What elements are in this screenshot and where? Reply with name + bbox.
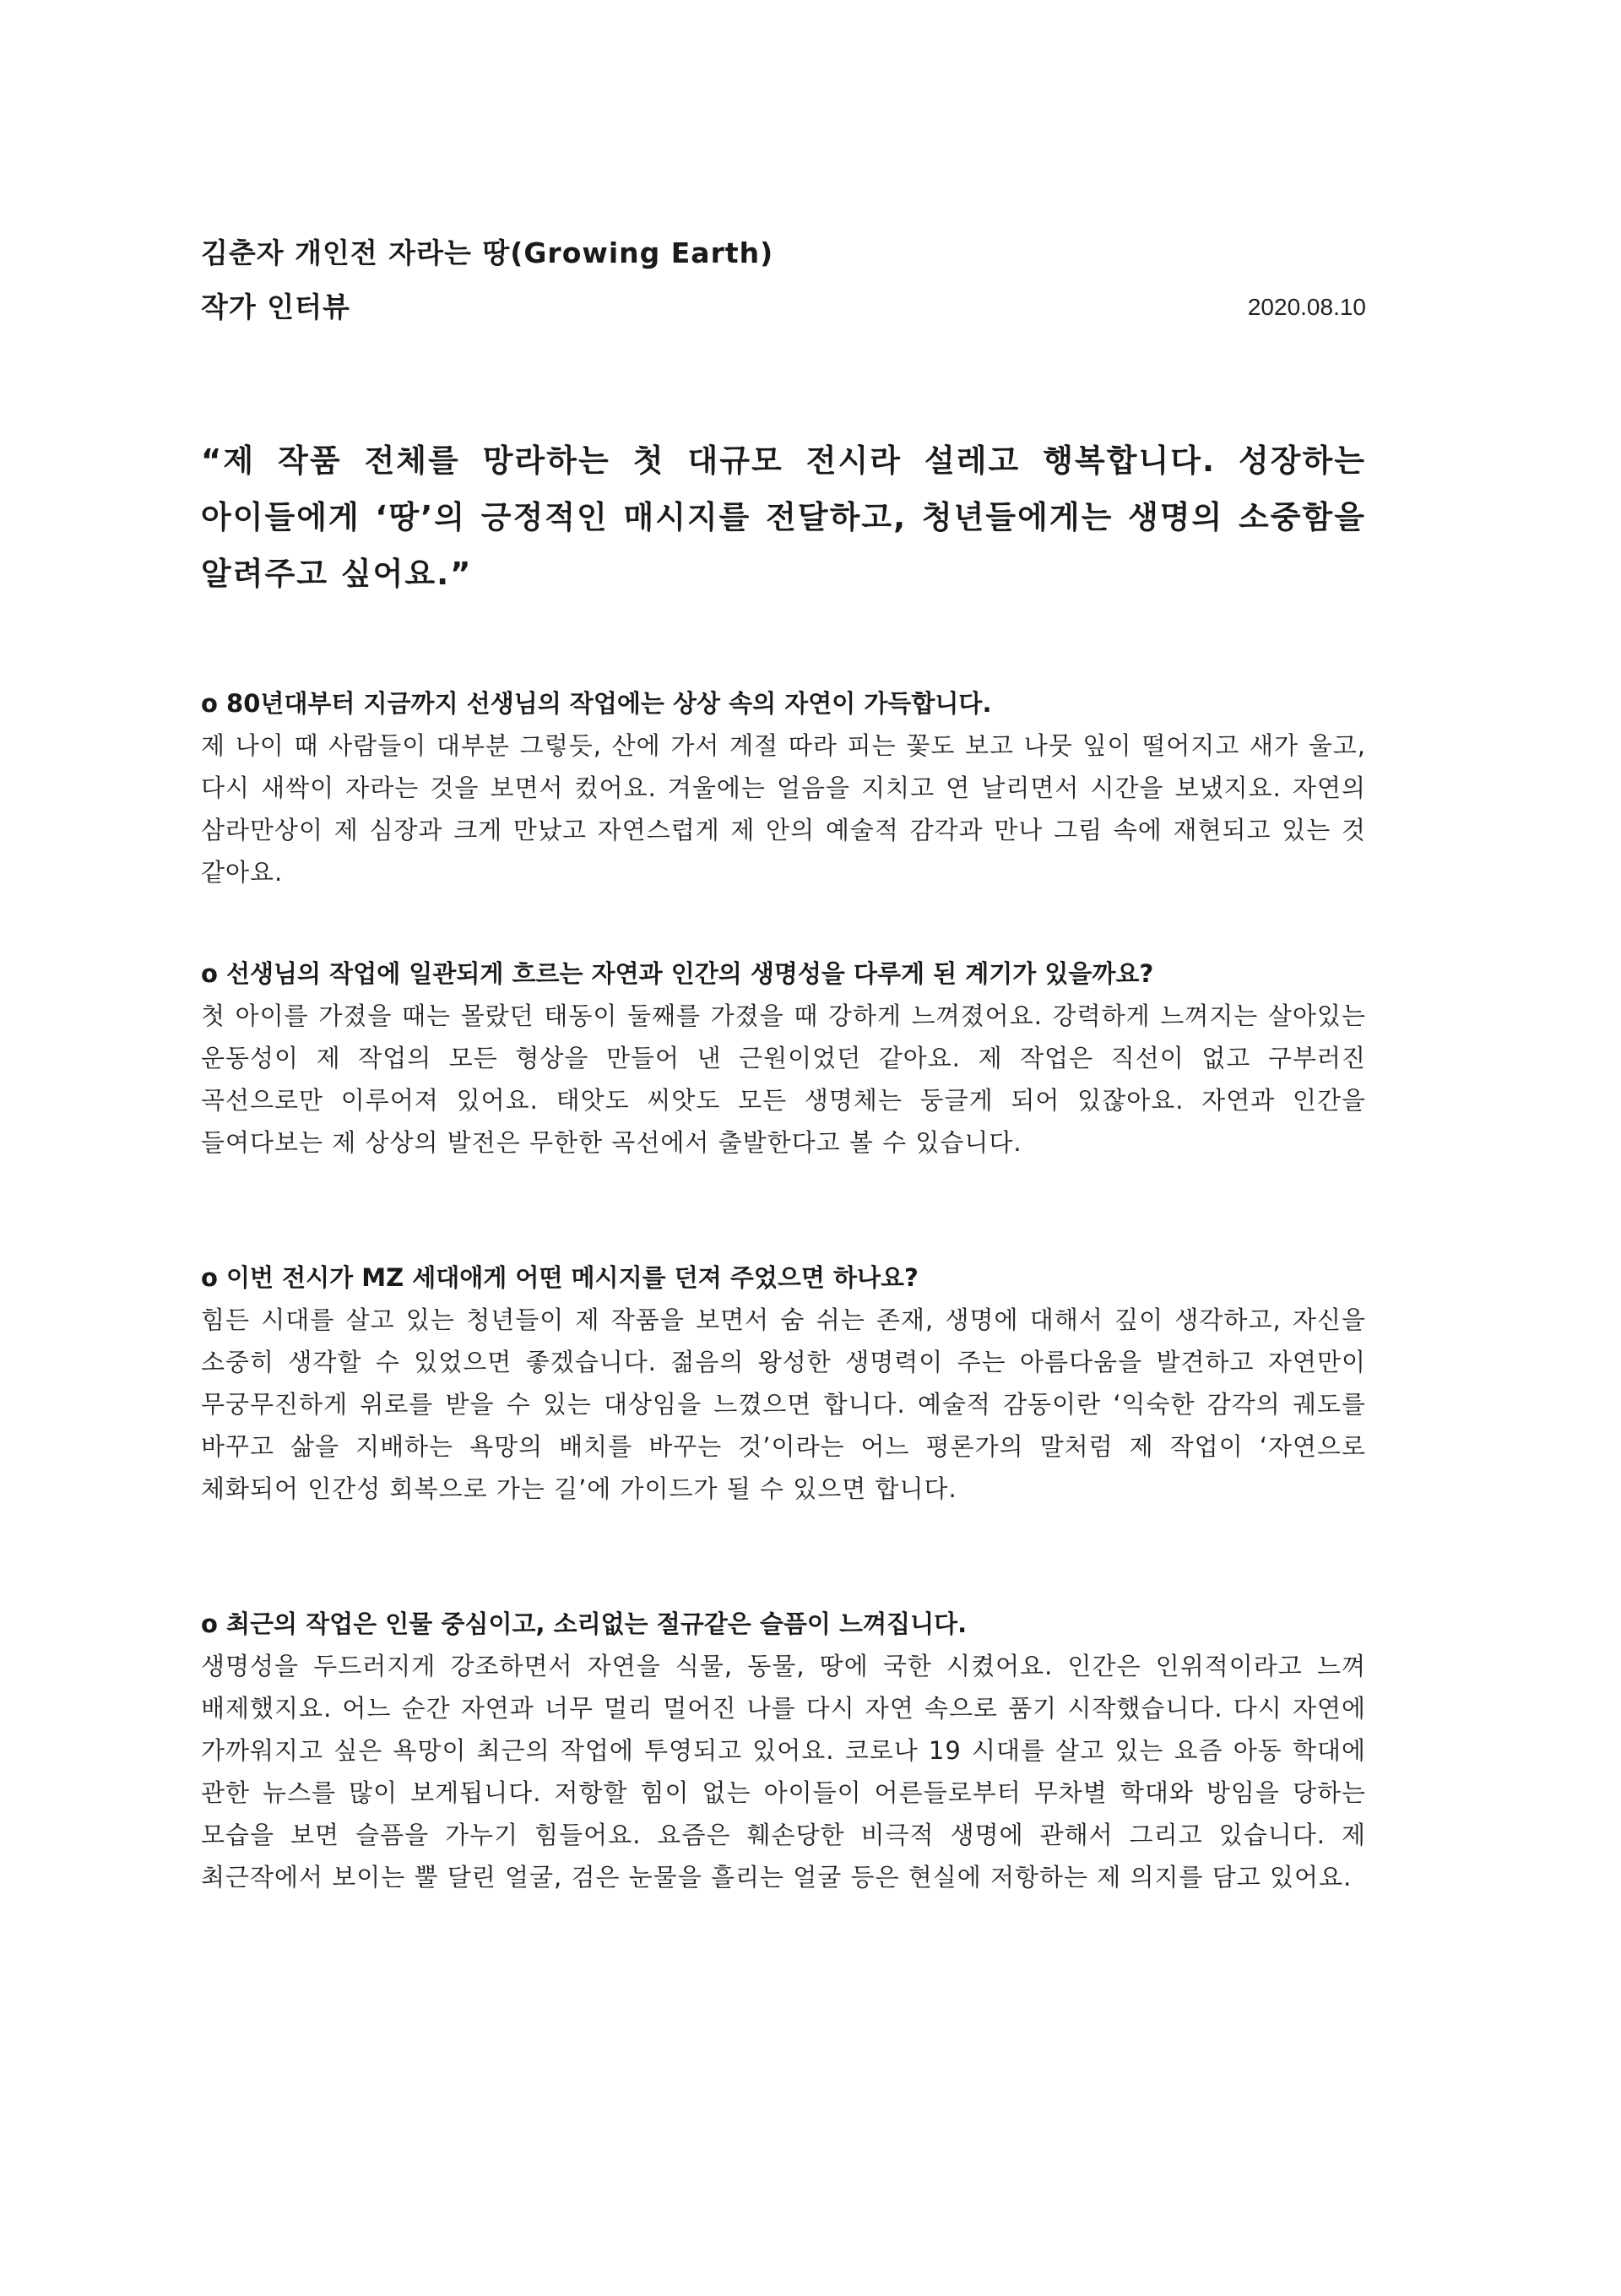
qa-section-2 <box>201 953 1366 1164</box>
answer-3: 힘든 시대를 살고 있는 청년들이 제 작품을 보면서 숨 쉬는 존재, 생명에 대해서 깊이 생각하고, 자신을 소중히 생각할 수 있었으면 좋겠습니다. 젊음의 왕성한 생명력이 주는 아름다움을 발견하고 자연만이 무궁무진하게 위로를 받을 수 있는 대상임을 느꼈으면 합니다. 예술적 감동이란 ‘익숙한 감각의 궤도를 바꾸고 삶을 지배하는 욕망의 배치를 바꾸는 것’이라는 어느 평론가의 말처럼 제 작업이 ‘자연으로 체화되어 인간성 회복으로 가는 길’에 가이드가 될 수 있으면 합니다. <box>201 1305 1366 1503</box>
document-header <box>201 226 1366 334</box>
headline-quote: “제 작품 전체를 망라하는 첫 대규모 전시라 설레고 행복합니다. 성장하는 아이들에게 ‘땅’의 긍정적인 매시지를 전달하고, 청년들에게는 생명의 소중함을 알려주고 싶어요.” <box>201 442 1366 592</box>
answer-1: 제 나이 때 사람들이 대부분 그렇듯, 산에 가서 계절 따라 피는 꽃도 보고 나뭇 잎이 떨어지고 새가 울고, 다시 새싹이 자라는 것을 보면서 컸어요. 겨울에는 얼음을 지치고 연 날리면서 시간을 보냈지요. 자연의 삼라만상이 제 심장과 크게 만났고 자연스럽게 제 안의 예술적 감각과 만나 그림 속에 재현되고 있는 것 같아요. <box>201 731 1366 887</box>
qa-section-1 <box>201 682 1366 893</box>
answer-2: 첫 아이를 가졌을 때는 몰랐던 태동이 둘째를 가졌을 때 강하게 느껴졌어요. 강력하게 느껴지는 살아있는 운동성이 제 작업의 모든 형상을 만들어 낸 근원이었던 같아요. 제 작업은 직선이 없고 구부러진 곡선으로만 이루어져 있어요. 태앗도 씨앗도 모든 생명체는 둥글게 되어 있잖아요. 자연과 인간을 들여다보는 제 상상의 발전은 무한한 곡선에서 출발한다고 볼 수 있습니다. <box>201 1001 1366 1157</box>
question-1: o 80년대부터 지금까지 선생님의 작업에는 상상 속의 자연이 가득합니다. <box>201 689 992 718</box>
document-subtitle: 작가 인터뷰 <box>201 290 350 323</box>
qa-section-4 <box>201 1603 1366 1898</box>
question-4: o 최근의 작업은 인물 중심이고, 소리없는 절규같은 슬픔이 느껴집니다. <box>201 1609 968 1638</box>
question-2: o 선생님의 작업에 일관되게 흐르는 자연과 인간의 생명성을 다루게 된 계기가 있을까요? <box>201 959 1154 988</box>
answer-4: 생명성을 두드러지게 강조하면서 자연을 식물, 동물, 땅에 국한 시켰어요. 인간은 인위적이라고 느껴 배제했지요. 어느 순간 자연과 너무 멀리 멀어진 나를 다시 자연 속으로 품기 시작했습니다. 다시 자연에 가까워지고 싶은 욕망이 최근의 작업에 투영되고 있어요. 코로나 19 시대를 살고 있는 요즘 아동 학대에 관한 뉴스를 많이 보게됩니다. 저항할 힘이 없는 아이들이 어른들로부터 무차별 학대와 방임을 당하는 모습을 보면 슬픔을 가누기 힘들어요. 요즘은 훼손당한 비극적 생명에 관해서 그리고 있습니다. 제 최근작에서 보이는 뿔 달린 얼굴, 검은 눈물을 흘리는 얼굴 등은 현실에 저항하는 제 의지를 담고 있어요. <box>201 1652 1366 1892</box>
qa-section-3 <box>201 1257 1366 1510</box>
question-3: o 이번 전시가 MZ 세대애게 어떤 메시지를 던져 주었으면 하나요? <box>201 1263 919 1292</box>
document-title: 김춘자 개인전 자라는 땅(Growing Earth) <box>201 236 774 269</box>
document-date: 2020.08.10 <box>1247 294 1366 320</box>
